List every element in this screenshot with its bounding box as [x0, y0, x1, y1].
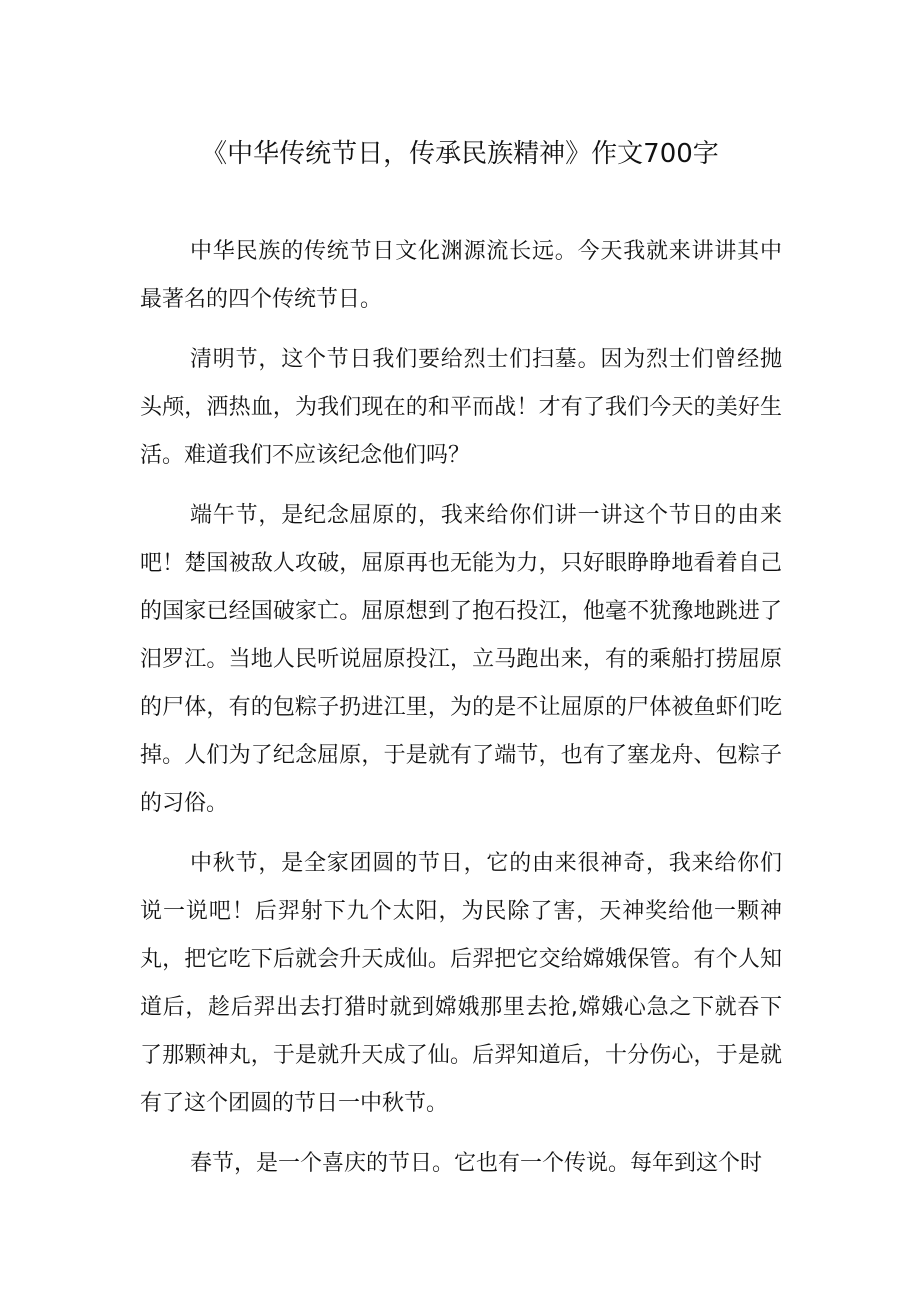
paragraph-zhongqiu: 中秋节，是全家团圆的节日，它的由来很神奇，我来给你们说一说吧！后羿射下九个太阳，为民除了害，天神奖给他一颗神丸，把它吃下后就会升天成仙。后羿把它交给嫦娥保管。有个人知道后，趁后羿出去打猎时就到嫦娥那里去抢,嫦娥心急之下就吞下了那颗神丸，于是就升天成了仙。后羿知道后，十分伤心，于是就有了这个团圆的节日一中秋节。: [140, 851, 782, 1116]
paragraph-chunjie: 春节，是一个喜庆的节日。它也有一个传说。每年到这个时: [190, 1151, 763, 1176]
paragraph-intro: 中华民族的传统节日文化渊源流长远。今天我就来讲讲其中最著名的四个传统节日。: [140, 239, 782, 312]
paragraph-duanwu: 端午节，是纪念屈原的，我来给你们讲一讲这个节日的由来吧！楚国被敌人攻破，屈原再也无能为力，只好眼睁睁地看着自己的国家已经国破家亡。屈原想到了抱石投江，他毫不犹豫地跳进了汨罗江。当地人民听说屈原投江，立马跑出来，有的乘船打捞屈原的尸体，有的包粽子扔进江里，为的是不让屈原的尸体被鱼虾们吃掉。人们为了纪念屈原，于是就有了端节，也有了塞龙舟、包粽子的习俗。: [140, 503, 782, 816]
document-title: 《中华传统节日，传承民族精神》作文700字: [201, 139, 719, 169]
document-body: [140, 228, 782, 1200]
paragraph-qingming: 清明节，这个节日我们要给烈士们扫墓。因为烈士们曾经抛头颅，洒热血，为我们现在的和平而战！才有了我们今天的美好生活。难道我们不应该纪念他们吗？: [140, 347, 782, 468]
